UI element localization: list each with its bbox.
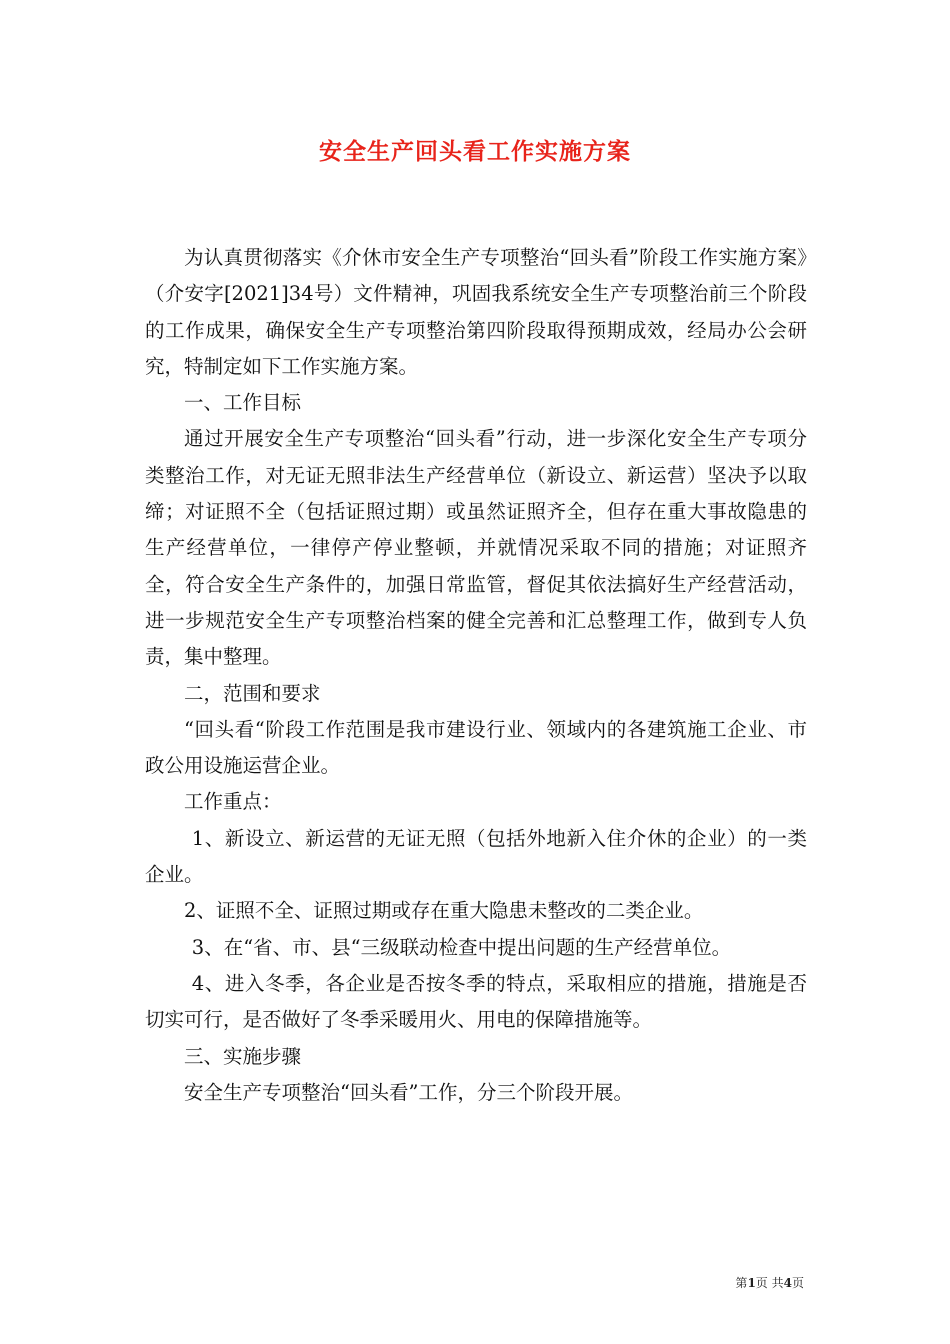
focus-heading: 工作重点： [184, 790, 282, 814]
focus-item-2: 2、证照不全、证照过期或存在重大隐患未整改的二类企业。 [184, 899, 704, 923]
footer-suffix: 页 [791, 1276, 804, 1290]
goals-paragraph: 通过开展安全生产专项整治“回头看”行动，进一步深化安全生产专项分类整治工作，对无证无照非法生产经营单位（新设立、新运营）坚决予以取缔；对证照不全（包括证照过期）或虽然证照齐全，但存在重大事故隐患的生产经营单位，一律停产停业整顿，并就情况采取不同的措施；对证照齐全，符合安全生产条件的，加强日常监管，督促其依法搞好生产经营活动，进一步规范安全生产专项整治档案的健全完善和汇总整理工作，做到专人负责，集中整理。 [145, 427, 807, 669]
steps-paragraph: 安全生产专项整治“回头看”工作，分三个阶段开展。 [184, 1080, 633, 1104]
focus-item-1: 1、新设立、新运营的无证无照（包括外地新入住介休的企业）的一类企业。 [145, 826, 807, 887]
intro-paragraph: 为认真贯彻落实《介休市安全生产专项整治“回头看”阶段工作实施方案》（介安字[2021]34号）文件精神，巩固我系统安全生产专项整治前三个阶段的工作成果，确保安全生产专项整治第四阶段取得预期成效，经局办公会研究，特制定如下工作实施方案。 [145, 246, 807, 378]
scope-paragraph: “回头看“阶段工作范围是我市建设行业、领域内的各建筑施工企业、市政公用设施运营企业。 [145, 717, 807, 778]
document-body [145, 240, 807, 1111]
section-heading-scope: 二，范围和要求 [184, 681, 321, 705]
footer-prefix: 第 [735, 1276, 748, 1290]
section-heading-goals: 一、工作目标 [184, 391, 302, 415]
focus-item-4: 4、进入冬季，各企业是否按冬季的特点，采取相应的措施，措施是否切实可行，是否做好了冬季采暖用火、用电的保障措施等。 [145, 971, 807, 1032]
footer-middle: 页 共 [755, 1276, 784, 1290]
focus-item-3: 3、在“省、市、县“三级联动检查中提出问题的生产经营单位。 [191, 935, 732, 959]
page-footer [735, 1274, 804, 1291]
section-heading-steps: 三、实施步骤 [184, 1044, 302, 1068]
footer-page-number: 1 [747, 1276, 756, 1290]
document-title: 安全生产回头看工作实施方案 [319, 138, 631, 165]
footer-total-pages: 4 [783, 1276, 792, 1290]
